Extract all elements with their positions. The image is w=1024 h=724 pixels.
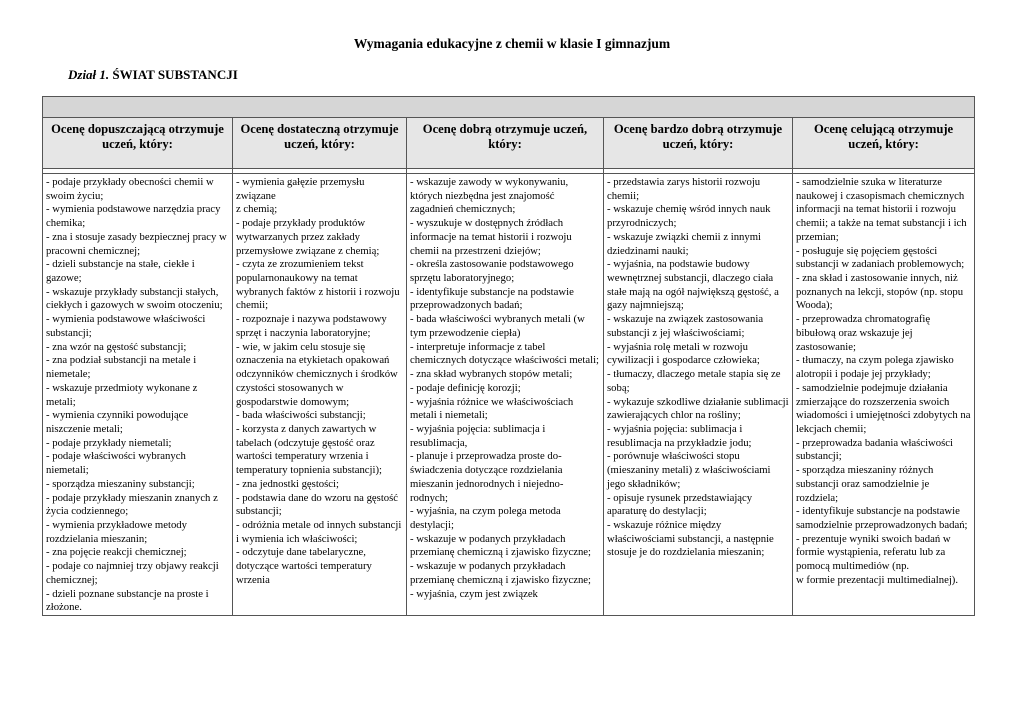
requirement-item: - podaje co najmniej trzy objawy reakcji chemicznej; (46, 560, 219, 586)
requirement-item: - prezentuje wyniki swoich badań w formie wystąpienia, referatu lub za pomocą multimediów (np. (796, 532, 951, 573)
requirement-item: - podstawia dane do wzoru na gęstość substancji; (236, 491, 399, 518)
requirement-item: - wskazuje różnice między właściwościami substancji, a następnie stosuje je do rozdzielania mieszanin; (607, 518, 774, 559)
requirement-item: - tłumaczy, na czym polega zjawisko alotropii i podaje jej przykłady; (796, 354, 954, 381)
table-header-band (43, 97, 975, 118)
document-title: Wymagania edukacyjne z chemii w klasie I gimnazjum (353, 36, 671, 51)
requirement-item: - czyta ze zrozumieniem tekst popularnonaukowy na temat wybranych faktów z historii i rozwoju chemii; (236, 258, 400, 312)
section-title: ŚWIAT SUBSTANCJI (112, 67, 238, 82)
requirement-item: - sporządza mieszaniny substancji; (46, 477, 195, 490)
requirement-item: - wymienia gałęzie przemysłu związane (236, 176, 365, 202)
requirement-item: - wyjaśnia pojęcia: sublimacja i resublimacja na przykładzie jodu; (607, 422, 752, 449)
requirements-row (43, 174, 975, 616)
requirement-item: - podaje przykłady niemetali; (46, 436, 172, 449)
requirements-col-celujaca (793, 174, 975, 616)
requirement-item: - korzysta z danych zawartych w tabelach (odczytuje gęstość oraz wartości temperatury wrzenia i temperatury topnienia substancji); (236, 422, 383, 477)
requirement-item: w formie prezentacji multimedialnej). (796, 573, 959, 586)
requirement-item: - interpretuje informacje z tabel chemicznych dotyczące właściwości metali; (410, 340, 600, 367)
header-grade-dobra: Ocenę dobrą otrzymuje uczeń, który: (407, 118, 604, 169)
requirement-item: - wskazuje przykłady substancji stałych, ciekłych i gazowych w swoim otoczeniu; (46, 285, 223, 312)
requirement-item: - sporządza mieszaniny różnych substancji oraz samodzielnie je rozdziela; (796, 464, 934, 504)
requirement-item: - wymienia przykładowe metody rozdzielania mieszanin; (46, 518, 187, 545)
requirement-item: - podaje przykłady obecności chemii w swoim życiu; (46, 176, 214, 202)
requirement-item: - wykazuje szkodliwe działanie sublimacji zawierających chlor na rośliny; (607, 395, 789, 422)
requirement-item: - odróżnia metale od innych substancji (236, 518, 402, 531)
requirement-item: - wymienia podstawowe właściwości substancji; (46, 313, 206, 339)
requirements-col-dopuszczajaca (43, 174, 233, 616)
requirement-item: - wyjaśnia, na podstawie budowy wewnętrznej substancji, dlaczego ciała stałe mają na ogół największą gęstość, a gazy najmniejszą; (607, 258, 779, 312)
requirement-item: - bada właściwości wybranych metali (w tym przewodzenie ciepła) (410, 313, 585, 339)
header-grade-dostateczna: Ocenę dostateczną otrzymuje uczeń, który: (233, 118, 407, 169)
header-band-cell (43, 97, 975, 118)
section-heading (68, 67, 238, 83)
requirement-item: - wskazuje w podanych przykładach przemianę chemiczną i zjawisko fizyczne; (410, 560, 591, 586)
section-number: Dział 1. (68, 67, 110, 82)
requirement-item: - wskazuje na związek zastosowania substancji z jej właściwościami; (607, 313, 764, 339)
requirement-item: - wymienia czynniki powodujące niszczenie metali; (46, 409, 189, 435)
header-grade-bardzo-dobra: Ocenę bardzo dobrą otrzymuje uczeń, który: (604, 118, 793, 169)
requirement-item: - przeprowadza chromatografię bibułową oraz wskazuje jej zastosowanie; (796, 313, 931, 353)
requirement-item: - określa zastosowanie podstawowego sprzętu laboratoryjnego; (410, 258, 574, 285)
requirement-item: - wyjaśnia, czym jest związek (410, 587, 538, 600)
requirement-item: sprzęt i naczynia laboratoryjne; (236, 326, 371, 339)
requirement-item: - przeprowadza badania właściwości substancji; (796, 436, 953, 463)
requirement-item: - identyfikuje substancje na podstawie przeprowadzonych badań; (410, 285, 574, 312)
requirement-item: - odczytuje dane tabelaryczne, dotyczące wartości temperatury wrzenia (236, 546, 372, 586)
requirement-item: - zna skład wybranych stopów metali; (410, 368, 573, 381)
requirement-item: - rozpoznaje i nazywa podstawowy (236, 313, 387, 326)
requirements-table (42, 96, 975, 616)
requirement-item: - opisuje rysunek przedstawiający aparaturę do destylacji; (607, 491, 753, 518)
requirement-item: - zna skład i zastosowanie innych, niż poznanych na lekcji, stopów (np. stopu Wooda); (796, 272, 964, 312)
requirement-item: - wyjaśnia różnice we właściwościach metali i niemetali; (410, 395, 574, 422)
requirement-item: - dzieli substancje na stałe, ciekłe i gazowe; (46, 258, 195, 285)
requirement-item: - podaje definicję korozji; (410, 381, 521, 394)
requirement-item: - porównuje właściwości stopu (mieszaniny metali) z właściwościami jego składników; (607, 450, 771, 490)
requirement-item: - wymienia podstawowe narzędzia pracy chemika; (46, 203, 221, 230)
requirement-item: - samodzielnie szuka w literaturze naukowej i czasopismach chemicznych informacji na temat historii i rozwoju chemii; a także na temat substancji i ich przemian; (796, 176, 967, 243)
requirement-item: i wymienia ich właściwości; (236, 532, 358, 545)
header-grade-celujaca: Ocenę celującą otrzymuje uczeń, który: (793, 118, 975, 169)
requirement-item: - zna i stosuje zasady bezpiecznej pracy w pracowni chemicznej; (46, 230, 227, 257)
requirement-item: - identyfikuje substancje na podstawie samodzielnie przeprowadzonych badań; (796, 505, 968, 531)
grade-header-row (43, 118, 975, 169)
requirement-item: - wskazuje przedmioty wykonane z metali; (46, 381, 198, 408)
requirement-item: - podaje przykłady produktów wytwarzanych przez zakłady przemysłowe związane z chemią; (236, 217, 380, 257)
requirement-item: - bada właściwości substancji; (236, 409, 366, 422)
requirement-item: - wskazuje w podanych przykładach przemianę chemiczną i zjawisko fizyczne; (410, 532, 591, 559)
requirements-col-bardzo-dobra (604, 174, 793, 616)
requirement-item: - wskazuje chemię wśród innych nauk przyrodniczych; (607, 203, 771, 230)
requirement-item: - wyjaśnia rolę metali w rozwoju cywilizacji i gospodarce człowieka; (607, 340, 760, 367)
requirement-item: - wie, w jakim celu stosuje się oznaczenia na etykietach opakowań odczynników chemicznych i środków czystości stosowanych w gospodarstwie domowym; (236, 340, 398, 408)
requirement-item: - wyszukuje w dostępnych źródłach informacje na temat historii i rozwoju chemii na przestrzeni dziejów; (410, 217, 572, 257)
requirement-item: - dzieli poznane substancje na proste i złożone. (46, 587, 209, 614)
requirement-item: - zna wzór na gęstość substancji; (46, 340, 187, 353)
requirement-item: - planuje i przeprowadza proste do-świadczenia dotyczące rozdzielania mieszanin jednorodnych i niejedno-rodnych; (410, 450, 564, 504)
requirements-col-dobra (407, 174, 604, 616)
requirement-item: - zna podział substancji na metale i niemetale; (46, 354, 197, 381)
requirement-item: - przedstawia zarys historii rozwoju chemii; (607, 176, 761, 202)
requirement-item: - podaje przykłady mieszanin znanych z życia codziennego; (46, 491, 218, 518)
requirement-item: - samodzielnie podejmuje działania zmierzające do rozszerzenia swoich wiadomości i umiejętności zdobytych na lekcjach chemii; (796, 381, 971, 435)
requirement-item: - posługuje się pojęciem gęstości substancji w zadaniach problemowych; (796, 244, 965, 271)
header-grade-dopuszczajaca: Ocenę dopuszczającą otrzymuje uczeń, który: (43, 118, 233, 169)
requirements-col-dostateczna (233, 174, 407, 616)
requirement-item: z chemią; (236, 203, 278, 216)
requirement-item: - wyjaśnia, na czym polega metoda destylacji; (410, 505, 561, 531)
requirement-item: - zna pojęcie reakcji chemicznej; (46, 546, 187, 559)
requirement-item: - tłumaczy, dlaczego metale stapia się ze sobą; (607, 368, 781, 394)
requirement-item: - wskazuje zawody w wykonywaniu, których niezbędna jest znajomość zagadnień chemicznych; (410, 176, 569, 216)
requirement-item: - zna jednostki gęstości; (236, 477, 339, 490)
requirement-item: - wskazuje związki chemii z innymi dziedzinami nauki; (607, 230, 762, 257)
requirement-item: - wyjaśnia pojęcia: sublimacja i resublimacja, (410, 422, 546, 449)
requirement-item: - podaje właściwości wybranych niemetali; (46, 450, 186, 477)
